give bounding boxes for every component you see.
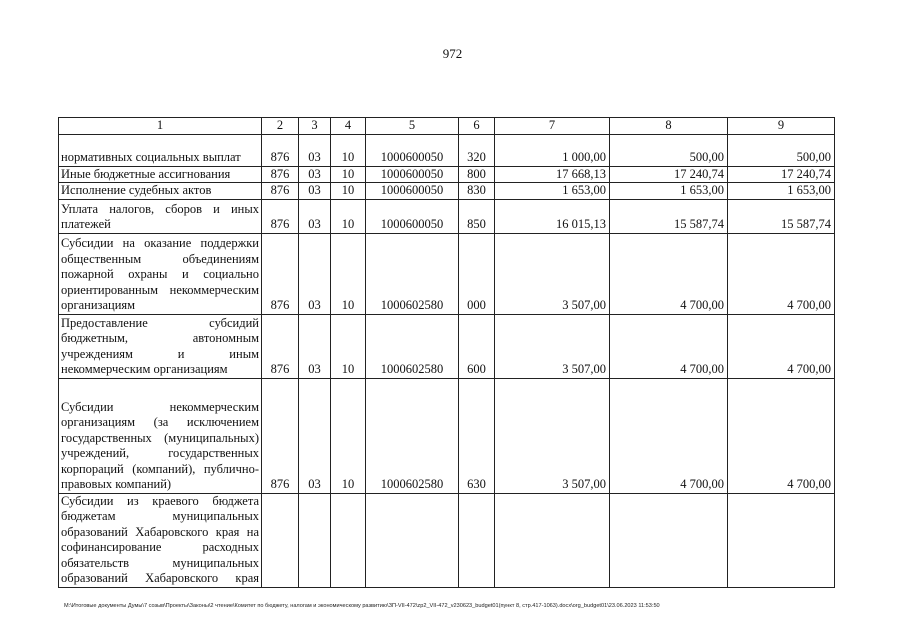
table-row bbox=[59, 378, 835, 493]
cell-amount-8: 500,00 bbox=[610, 134, 728, 166]
cell-expense-type: 320 bbox=[459, 134, 495, 166]
cell-subsection-code: 10 bbox=[331, 183, 366, 200]
cell-target-article: 1000602580 bbox=[366, 378, 459, 493]
col-header-9: 9 bbox=[728, 118, 835, 135]
table-row bbox=[59, 166, 835, 183]
cell-amount-9: 1 653,00 bbox=[728, 183, 835, 200]
cell-ministry-code: 876 bbox=[262, 378, 299, 493]
budget-table bbox=[58, 117, 835, 588]
cell-ministry-code: 876 bbox=[262, 314, 299, 378]
cell-amount-8: 15 587,74 bbox=[610, 199, 728, 233]
row-description: Уплата налогов, сборов и иных платежей bbox=[59, 199, 262, 233]
cell-section-code: 03 bbox=[299, 314, 331, 378]
cell-ministry-code: 876 bbox=[262, 233, 299, 314]
table-row bbox=[59, 314, 835, 378]
cell-expense-type: 600 bbox=[459, 314, 495, 378]
cell-amount-9: 4 700,00 bbox=[728, 378, 835, 493]
cell-ministry-code: 876 bbox=[262, 134, 299, 166]
cell-amount-7 bbox=[495, 493, 610, 587]
cell-section-code: 03 bbox=[299, 233, 331, 314]
cell-ministry-code: 876 bbox=[262, 199, 299, 233]
row-description: Субсидии на оказание поддержки общественным объединениям пожарной охраны и социально ориентированным некоммерческим организациям bbox=[59, 233, 262, 314]
cell-ministry-code: 876 bbox=[262, 183, 299, 200]
table-row bbox=[59, 199, 835, 233]
cell-amount-8: 4 700,00 bbox=[610, 314, 728, 378]
cell-expense-type bbox=[459, 493, 495, 587]
cell-target-article: 1000600050 bbox=[366, 134, 459, 166]
cell-ministry-code: 876 bbox=[262, 166, 299, 183]
row-description: нормативных социальных выплат bbox=[59, 134, 262, 166]
col-header-3: 3 bbox=[299, 118, 331, 135]
col-header-6: 6 bbox=[459, 118, 495, 135]
table-row bbox=[59, 493, 835, 587]
cell-ministry-code bbox=[262, 493, 299, 587]
cell-amount-9: 4 700,00 bbox=[728, 233, 835, 314]
cell-target-article: 1000600050 bbox=[366, 166, 459, 183]
cell-amount-8 bbox=[610, 493, 728, 587]
page-number: 972 bbox=[442, 46, 463, 61]
cell-expense-type: 830 bbox=[459, 183, 495, 200]
cell-amount-7: 16 015,13 bbox=[495, 199, 610, 233]
cell-expense-type: 630 bbox=[459, 378, 495, 493]
cell-subsection-code bbox=[331, 493, 366, 587]
cell-section-code: 03 bbox=[299, 378, 331, 493]
cell-expense-type: 800 bbox=[459, 166, 495, 183]
cell-amount-7: 17 668,13 bbox=[495, 166, 610, 183]
col-header-4: 4 bbox=[331, 118, 366, 135]
cell-amount-8: 17 240,74 bbox=[610, 166, 728, 183]
col-header-7: 7 bbox=[495, 118, 610, 135]
table-row bbox=[59, 183, 835, 200]
row-description: Субсидии из краевого бюджета бюджетам муниципальных образований Хабаровского края на софинансирование расходных обязательств муниципальных образований Хабаровского края bbox=[59, 493, 262, 587]
cell-target-article: 1000600050 bbox=[366, 183, 459, 200]
cell-amount-9: 4 700,00 bbox=[728, 314, 835, 378]
column-number-row bbox=[59, 118, 835, 135]
cell-amount-9: 17 240,74 bbox=[728, 166, 835, 183]
cell-section-code: 03 bbox=[299, 134, 331, 166]
cell-subsection-code: 10 bbox=[331, 166, 366, 183]
cell-amount-7: 1 000,00 bbox=[495, 134, 610, 166]
cell-amount-7: 3 507,00 bbox=[495, 378, 610, 493]
cell-amount-9: 500,00 bbox=[728, 134, 835, 166]
cell-expense-type: 000 bbox=[459, 233, 495, 314]
row-description: Предоставление субсидий бюджетным, автономным учреждениям и иным некоммерческим организациям bbox=[59, 314, 262, 378]
row-description: Субсидии некоммерческим организациям (за исключением государственных (муниципальных) учреждений, государственных корпораций (компаний), публично-правовых компаний) bbox=[59, 378, 262, 493]
cell-subsection-code: 10 bbox=[331, 134, 366, 166]
cell-amount-9: 15 587,74 bbox=[728, 199, 835, 233]
file-path-footer: M:\Итоговые документы Думы\7 созыв\Проекты\Законы\2 чтение\Комитет по бюджету, налогам и экономическому развитию\ЗП-VII-472\zp2_VII-472_v230623_budget01(пункт 8, стр.417-1063).docx\org_budget01\23.06.2023 11:53:50 bbox=[64, 603, 660, 609]
cell-subsection-code: 10 bbox=[331, 233, 366, 314]
cell-target-article: 1000602580 bbox=[366, 233, 459, 314]
cell-target-article: 1000600050 bbox=[366, 199, 459, 233]
table-row bbox=[59, 233, 835, 314]
cell-subsection-code: 10 bbox=[331, 314, 366, 378]
cell-amount-8: 1 653,00 bbox=[610, 183, 728, 200]
cell-amount-7: 3 507,00 bbox=[495, 314, 610, 378]
cell-amount-8: 4 700,00 bbox=[610, 378, 728, 493]
table-row bbox=[59, 134, 835, 166]
cell-amount-7: 1 653,00 bbox=[495, 183, 610, 200]
row-description: Исполнение судебных актов bbox=[59, 183, 262, 200]
cell-section-code: 03 bbox=[299, 166, 331, 183]
cell-amount-7: 3 507,00 bbox=[495, 233, 610, 314]
col-header-8: 8 bbox=[610, 118, 728, 135]
cell-subsection-code: 10 bbox=[331, 378, 366, 493]
cell-amount-8: 4 700,00 bbox=[610, 233, 728, 314]
cell-expense-type: 850 bbox=[459, 199, 495, 233]
cell-target-article: 1000602580 bbox=[366, 314, 459, 378]
cell-section-code: 03 bbox=[299, 199, 331, 233]
cell-subsection-code: 10 bbox=[331, 199, 366, 233]
cell-amount-9 bbox=[728, 493, 835, 587]
col-header-1: 1 bbox=[59, 118, 262, 135]
col-header-5: 5 bbox=[366, 118, 459, 135]
cell-section-code bbox=[299, 493, 331, 587]
row-description: Иные бюджетные ассигнования bbox=[59, 166, 262, 183]
cell-section-code: 03 bbox=[299, 183, 331, 200]
col-header-2: 2 bbox=[262, 118, 299, 135]
cell-target-article bbox=[366, 493, 459, 587]
